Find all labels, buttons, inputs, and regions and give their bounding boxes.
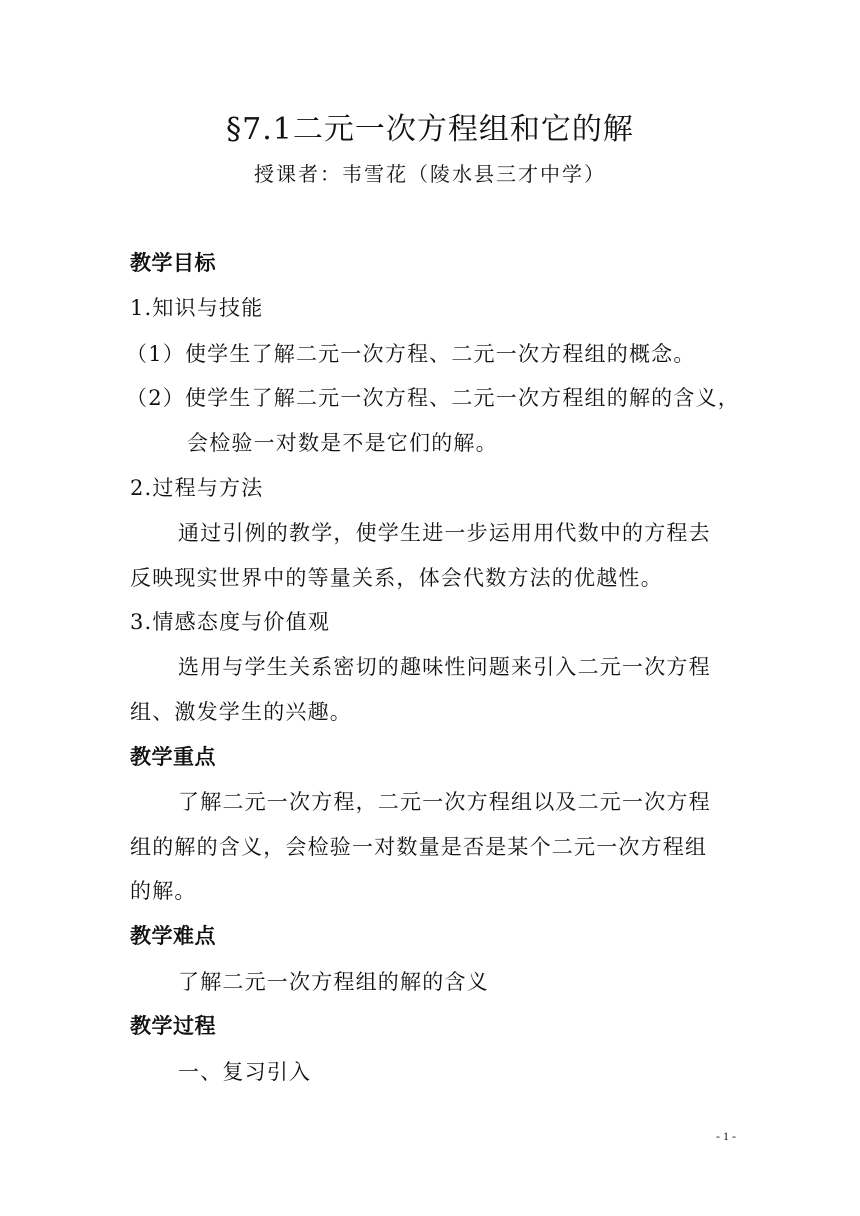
document-title: §7.1二元一次方程组和它的解 [226, 112, 634, 147]
page-number: - 1 - [716, 1129, 736, 1143]
subsection-emotion-values: 3.情感态度与价值观 [130, 610, 331, 634]
section-heading-key-points: 教学重点 [130, 745, 216, 769]
paragraph-process-line-1: 通过引例的教学，使学生进一步运用用代数中的方程去 [178, 521, 711, 545]
section-heading-objectives: 教学目标 [130, 251, 216, 275]
paragraph-key-points-line-1: 了解二元一次方程，二元一次方程组以及二元一次方程 [178, 790, 711, 814]
objective-item-2-continued: 会检验一对数是不是它们的解。 [187, 431, 498, 455]
paragraph-key-points-line-3: 的解。 [130, 879, 197, 903]
paragraph-difficulties: 了解二元一次方程组的解的含义 [178, 970, 489, 994]
paragraph-key-points-line-2: 组的解的含义，会检验一对数量是否是某个二元一次方程组 [130, 835, 708, 859]
section-heading-difficulties: 教学难点 [130, 924, 216, 948]
process-step-review: 一、复习引入 [178, 1060, 312, 1084]
objective-item-2: （2）使学生了解二元一次方程、二元一次方程组的解的含义， [126, 386, 740, 410]
paragraph-emotion-line-2: 组、激发学生的兴趣。 [130, 700, 352, 724]
objective-item-1: （1）使学生了解二元一次方程、二元一次方程组的概念。 [126, 342, 696, 366]
subsection-knowledge-skills: 1.知识与技能 [130, 296, 264, 320]
section-heading-process: 教学过程 [130, 1014, 216, 1038]
author-line: 授课者：韦雪花（陵水县三才中学） [254, 162, 606, 186]
subsection-process-method: 2.过程与方法 [130, 476, 264, 500]
paragraph-process-line-2: 反映现实世界中的等量关系，体会代数方法的优越性。 [130, 566, 663, 590]
paragraph-emotion-line-1: 选用与学生关系密切的趣味性问题来引入二元一次方程 [178, 655, 711, 679]
